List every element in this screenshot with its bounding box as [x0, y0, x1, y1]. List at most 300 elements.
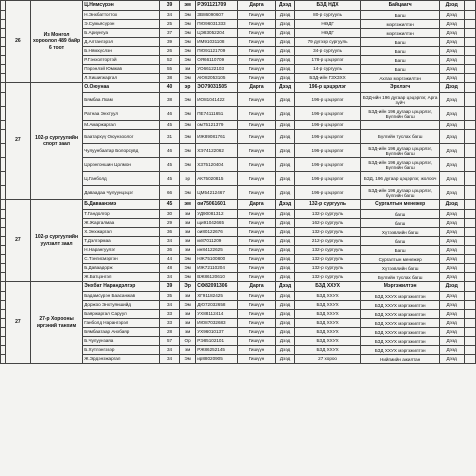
education-cell: Дээд	[276, 228, 294, 237]
role-cell: Гишүүн	[237, 74, 276, 83]
role-cell: Гишүүн	[237, 93, 276, 107]
sex-cell: Эм	[179, 93, 195, 107]
age-cell: 29	[160, 219, 180, 228]
extra-cell	[464, 20, 475, 29]
extra-cell	[464, 74, 475, 83]
age-cell: 34	[160, 355, 180, 364]
age-cell: 57	[160, 337, 180, 346]
position-cell: БЗД-ийн 196 дугаар цэцэрлэг, бүлгийн багш	[361, 186, 439, 200]
extra-cell	[464, 355, 475, 364]
extra-cell	[464, 47, 475, 56]
sex-cell: эм	[179, 328, 195, 337]
member-name-cell: О.Оюунаа	[83, 83, 160, 93]
position-cell: Багш	[361, 38, 439, 47]
sex-cell: эм	[179, 210, 195, 219]
register-cell: ИМ91031108	[196, 38, 237, 47]
organization-cell: 178-р цэцэрлэг	[294, 56, 361, 65]
organization-cell: 132-р сургууль	[294, 246, 361, 255]
age-cell: 44	[160, 255, 180, 264]
organization-cell: БЗД ХХУХ	[294, 292, 361, 301]
sex-cell: Эм	[179, 20, 195, 29]
organization-cell: 196-р цэцэрлэг	[294, 130, 361, 144]
member-name-cell: Р.Гэнхолтортэй	[83, 56, 160, 65]
organization-cell: 34-р сургууль	[294, 47, 361, 56]
role-cell: Гишүүн	[237, 210, 276, 219]
sex-cell: Эм	[179, 38, 195, 47]
member-name-cell: Чулуунбаатар Болорсувд	[83, 144, 160, 158]
group-number-cell: 27	[5, 282, 30, 364]
education-cell: Дээд	[276, 130, 294, 144]
degree-cell: Дээд	[439, 282, 464, 292]
education-cell: Дээд	[276, 210, 294, 219]
degree-cell: Дээд	[439, 93, 464, 107]
position-cell: БЗД ХХУХ мэргэжилтэн	[361, 319, 439, 328]
degree-cell: Дээд	[439, 273, 464, 282]
role-cell: Гишүүн	[237, 346, 276, 355]
register-cell: РЖ86252145	[196, 346, 237, 355]
role-cell: Гишүүн	[237, 107, 276, 121]
position-cell: Нийгмийн ажилтан	[361, 355, 439, 364]
age-cell: 31	[160, 130, 180, 144]
education-cell: Дээд	[276, 355, 294, 364]
degree-cell: Дээд	[439, 65, 464, 74]
register-cell: УХ96010137	[196, 328, 237, 337]
age-cell: 39	[160, 38, 180, 47]
member-name-cell: Б.Даваадорж	[83, 264, 160, 273]
member-name-cell: Ж.Эрдэнэжаргал	[83, 355, 160, 364]
position-cell: багш	[361, 219, 439, 228]
age-cell: 39	[160, 282, 180, 292]
role-cell: Гишүүн	[237, 319, 276, 328]
sex-cell: Эм	[179, 56, 195, 65]
margin-cell	[1, 255, 6, 264]
education-cell: Дээд	[276, 65, 294, 74]
sex-cell: Эм	[179, 355, 195, 364]
position-cell: Хүтээвлийн багш	[361, 228, 439, 237]
position-cell: Багш	[361, 11, 439, 20]
role-cell: Гишүүн	[237, 355, 276, 364]
position-cell: БЗД ХХУХ мэргэжилтэн	[361, 292, 439, 301]
degree-cell: Дээд	[439, 210, 464, 219]
register-cell: СФ82091306	[196, 282, 237, 292]
degree-cell: Дээд	[439, 246, 464, 255]
position-cell: БЗД ХХУХ мэргэжилтэн	[361, 337, 439, 346]
sex-cell: Эм	[179, 47, 195, 56]
position-cell: БЗД, 196 дугаар цэцэрлэг, жолооч	[361, 172, 439, 186]
member-name-cell: Доржоо Энхтуяншийд	[83, 301, 160, 310]
extra-cell	[464, 328, 475, 337]
age-cell: 28	[160, 328, 180, 337]
extra-cell	[464, 237, 475, 246]
margin-cell	[1, 20, 6, 29]
education-cell: Дээд	[276, 346, 294, 355]
organization-cell: 79 дүгээр сургууль	[294, 38, 361, 47]
role-cell: Гишүүн	[237, 121, 276, 130]
sex-cell: Эр	[179, 282, 195, 292]
organization-cell: БЗД ХХУХ	[294, 310, 361, 319]
role-cell: Гишүүн	[237, 228, 276, 237]
register-cell: кк87011209	[196, 237, 237, 246]
education-cell: Дээд	[276, 158, 294, 172]
margin-cell	[1, 56, 6, 65]
degree-cell: Дээд	[439, 56, 464, 65]
register-cell: ИЖ72110204	[196, 264, 237, 273]
education-cell: Дээд	[276, 255, 294, 264]
age-cell: 39	[160, 1, 180, 11]
education-cell: Дээд	[276, 56, 294, 65]
education-cell: Дээд	[276, 1, 294, 11]
education-cell: Дээд	[276, 301, 294, 310]
degree-cell: Дээд	[439, 328, 464, 337]
organization-cell: БЗД-ийн ГЗХЗХХ	[294, 74, 361, 83]
register-cell: ПЕ74111651	[196, 107, 237, 121]
member-name-cell: Т.Дэлгэрмаа	[83, 237, 160, 246]
register-cell: ИО81041422	[196, 93, 237, 107]
degree-cell: Дээд	[439, 121, 464, 130]
sex-cell: эм	[179, 200, 195, 210]
member-name-cell: Б.Даваанэмэ	[83, 200, 160, 210]
group-location-cell: Из Монгол хороолол 489 байр 6 тоот	[30, 1, 82, 83]
age-cell: 38	[160, 93, 180, 107]
group-location-cell: 102-р сургуулийн спорт заал	[30, 83, 82, 200]
extra-cell	[464, 264, 475, 273]
degree-cell: Дээд	[439, 172, 464, 186]
position-cell: Багш	[361, 65, 439, 74]
degree-cell: Дээд	[439, 29, 464, 38]
age-cell: 25	[160, 20, 180, 29]
role-cell: Дарга	[237, 1, 276, 11]
age-cell: 52	[160, 56, 180, 65]
extra-cell	[464, 210, 475, 219]
organization-cell: БЗД ХХУХ	[294, 319, 361, 328]
position-cell: мэргэжилтэн	[361, 20, 439, 29]
education-cell: Дээд	[276, 172, 294, 186]
degree-cell: Дээд	[439, 107, 464, 121]
member-name-cell: Б.Нямхүслэн	[83, 47, 160, 56]
role-cell: Гишүүн	[237, 144, 276, 158]
member-name-cell: Ратнаа Энхтуул	[83, 107, 160, 121]
position-cell: БЗД ХХУХ мэргэжилтэн	[361, 310, 439, 319]
member-name-cell: Ж.Батцэнгэл	[83, 273, 160, 282]
position-cell: багш	[361, 210, 439, 219]
role-cell: Гишүүн	[237, 11, 276, 20]
age-cell: 34	[160, 11, 180, 20]
position-cell: БЗД-ийн 196 дугаар цэцэрлэг, Арга зүйч	[362, 94, 438, 105]
register-cell: УХ88112414	[196, 310, 237, 319]
education-cell: Дээд	[276, 83, 294, 93]
member-name-cell: Ганболд Нарангэрэл	[83, 319, 160, 328]
degree-cell: Дээд	[439, 319, 464, 328]
sex-cell: эм	[179, 1, 195, 11]
organization-cell: 196-р цэцэрлэг	[294, 83, 361, 93]
register-cell: ом75121379	[196, 121, 237, 130]
margin-cell	[1, 328, 6, 337]
register-cell: УД90081312	[196, 210, 237, 219]
degree-cell: Дээд	[439, 337, 464, 346]
organization-cell: 162-р сургууль	[294, 219, 361, 228]
margin-cell	[1, 172, 6, 186]
age-cell: 37	[160, 29, 180, 38]
register-cell: ВЖ86120610	[196, 273, 237, 282]
register-cell: ир88020905	[196, 355, 237, 364]
register-cell: ЦЭ83052204	[196, 29, 237, 38]
margin-cell	[1, 310, 6, 319]
organization-cell: 27 хороо	[294, 355, 361, 364]
organization-cell: БЗД ХХУХ	[294, 301, 361, 310]
education-cell: Дээд	[276, 273, 294, 282]
position-cell	[361, 121, 439, 130]
role-cell: Гишүүн	[237, 292, 276, 301]
education-cell: Дээд	[276, 121, 294, 130]
education-cell: Дээд	[276, 93, 294, 107]
extra-cell	[464, 255, 475, 264]
member-name-cell: Баатархүү Оюунзоолог	[83, 130, 160, 144]
degree-cell: Дээд	[439, 83, 464, 93]
margin-cell	[1, 346, 6, 355]
member-name-cell: Ц.Ганболд	[83, 172, 160, 186]
education-cell: Дээд	[276, 292, 294, 301]
organization-cell: НӨДГ	[294, 20, 361, 29]
role-cell: Гишүүн	[237, 65, 276, 74]
degree-cell: Дээд	[439, 310, 464, 319]
margin-cell	[1, 186, 6, 200]
table-row	[1, 200, 476, 210]
extra-cell	[464, 346, 475, 355]
education-cell: Дээд	[276, 310, 294, 319]
role-cell: Гишүүн	[237, 264, 276, 273]
margin-cell	[1, 121, 6, 130]
extra-cell	[464, 200, 475, 210]
extra-cell	[464, 172, 475, 186]
sex-cell: Эм	[179, 107, 195, 121]
education-cell: Дээд	[276, 11, 294, 20]
register-cell: ХЭ74122062	[196, 144, 237, 158]
register-cell: ИЖ89081761	[196, 130, 237, 144]
education-cell: Дээд	[276, 246, 294, 255]
sex-cell: эр	[179, 83, 195, 93]
role-cell: Гишүүн	[237, 237, 276, 246]
education-cell: Дээд	[276, 264, 294, 273]
register-cell: ИЮ87032683	[196, 319, 237, 328]
position-cell: Байцаагч	[361, 1, 439, 11]
position-cell: Сургалтын менежер	[361, 255, 439, 264]
extra-cell	[464, 65, 475, 74]
register-cell: АЮ82053105	[196, 74, 237, 83]
education-cell: Дээд	[276, 38, 294, 47]
sex-cell: Эм	[179, 130, 195, 144]
sex-cell: эр	[179, 172, 195, 186]
margin-cell	[1, 237, 6, 246]
member-name-cell: Б.Хүтлэнгэзэр	[83, 346, 160, 355]
member-name-cell: Бадамсүрэн Баасанжав	[83, 292, 160, 301]
member-name-cell: Х.Энхжаргал	[83, 228, 160, 237]
organization-cell: 196-р цэцэрлэг	[294, 107, 361, 121]
extra-cell	[464, 228, 475, 237]
education-cell: Дээд	[276, 144, 294, 158]
degree-cell: Дээд	[439, 301, 464, 310]
sex-cell: Эм	[179, 255, 195, 264]
sex-cell: Эм	[179, 29, 195, 38]
degree-cell: Дээд	[439, 355, 464, 364]
age-cell: 26	[160, 47, 180, 56]
degree-cell: Дээд	[439, 1, 464, 11]
margin-cell	[1, 47, 6, 56]
degree-cell: Дээд	[439, 20, 464, 29]
extra-cell	[464, 38, 475, 47]
table-row	[1, 282, 476, 292]
table-row	[1, 1, 476, 11]
sex-cell: Эм	[179, 11, 195, 20]
extra-cell	[464, 11, 475, 20]
degree-cell: Дээд	[439, 130, 464, 144]
role-cell: Гишүүн	[237, 246, 276, 255]
role-cell: Гишүүн	[237, 29, 276, 38]
register-cell: АК75020815	[196, 172, 237, 186]
role-cell: Гишүүн	[237, 130, 276, 144]
member-name-cell: С.Тэнгисмэргэн	[83, 255, 160, 264]
margin-cell	[1, 292, 6, 301]
margin-cell	[1, 210, 6, 219]
sex-cell: эм	[179, 219, 195, 228]
organization-cell: 196-р цэцэрлэг	[294, 93, 361, 107]
age-cell: 45	[160, 158, 180, 172]
role-cell: Дарга	[237, 282, 276, 292]
organization-cell: 132-р сургууль	[294, 210, 361, 219]
position-cell: Бүлгийн туслах багш	[361, 130, 439, 144]
margin-cell	[1, 246, 6, 255]
position-cell: БЗД-ийн 196 дугаар цэцэрлэг, Бүлгийн багш	[361, 144, 439, 158]
organization-cell: БЗД ХХУХ	[294, 328, 361, 337]
role-cell: Гишүүн	[237, 20, 276, 29]
age-cell: 30	[160, 210, 180, 219]
organization-cell: 196-р цэцэрлэг	[294, 121, 361, 130]
member-name-cell: М.Амаржаргал	[83, 121, 160, 130]
member-name-cell: Ж.Жаргалмаа	[83, 219, 160, 228]
education-cell: Дээд	[276, 282, 294, 292]
register-cell: ПЮ91121709	[196, 47, 237, 56]
age-cell: 38	[160, 74, 180, 83]
extra-cell	[464, 186, 475, 200]
position-cell: БЗД ХХУХ мэргэжилтэн	[361, 301, 439, 310]
position-cell: Сургалтын менежер	[361, 200, 439, 210]
extra-cell	[464, 301, 475, 310]
role-cell: Гишүүн	[237, 158, 276, 172]
age-cell: 34	[160, 301, 180, 310]
member-name-cell: Н.Энхбаттогтох	[83, 11, 160, 20]
organization-cell: 14-р сургууль	[294, 65, 361, 74]
role-cell: Гишүүн	[237, 337, 276, 346]
organization-cell: 132-р сургууль	[294, 228, 361, 237]
role-cell: Гишүүн	[237, 273, 276, 282]
position-cell: Хүтээвлийн багш	[361, 264, 439, 273]
extra-cell	[464, 273, 475, 282]
margin-cell	[1, 74, 6, 83]
register-cell: УО66122103	[196, 65, 237, 74]
register-cell: ПЮ96031333	[196, 20, 237, 29]
extra-cell	[464, 337, 475, 346]
organization-cell: 132-р сургууль	[294, 255, 361, 264]
margin-cell	[1, 11, 6, 20]
role-cell: Гишүүн	[237, 38, 276, 47]
member-name-cell: Д.Алтангэрэл	[83, 38, 160, 47]
age-cell: 66	[160, 186, 180, 200]
group-number-cell: 27	[5, 200, 30, 282]
sex-cell: Эм	[179, 74, 195, 83]
member-name-cell: Н.Нарангуулэг	[83, 246, 160, 255]
degree-cell: Дээд	[439, 264, 464, 273]
role-cell: Дарга	[237, 200, 276, 210]
sex-cell: эм	[179, 228, 195, 237]
member-name-cell: Б.Ариунгуа	[83, 29, 160, 38]
education-cell: Дээд	[276, 337, 294, 346]
education-cell: Дээд	[276, 186, 294, 200]
register-cell: ЦМ54212467	[196, 186, 237, 200]
margin-cell	[1, 38, 6, 47]
degree-cell: Дээд	[439, 144, 464, 158]
member-name-cell: Цэрэнгоншин Цолмон	[83, 158, 160, 172]
position-cell: Эрхлэгч	[361, 83, 439, 93]
member-name-cell: Э.Сумьясүрэн	[83, 20, 160, 29]
organization-cell: 132-р сургууль	[294, 264, 361, 273]
margin-cell	[1, 130, 6, 144]
degree-cell: Дээд	[439, 11, 464, 20]
member-name-cell: Б.Чулуунзаяа	[83, 337, 160, 346]
extra-cell	[464, 56, 475, 65]
margin-cell	[1, 273, 6, 282]
organization-cell: 196-р цэцэрлэг	[294, 172, 361, 186]
age-cell: 45	[160, 121, 180, 130]
position-cell: Багш	[361, 56, 439, 65]
extra-cell	[464, 121, 475, 130]
sex-cell: Ор	[179, 337, 195, 346]
role-cell: Гишүүн	[237, 47, 276, 56]
age-cell: 34	[160, 237, 180, 246]
register-cell: ои80122676	[196, 228, 237, 237]
position-cell: Багш	[361, 246, 439, 255]
group-location-cell: 102-р сургуулийн уулзалт заал	[30, 200, 82, 282]
member-name-cell: Ц.Нямсүрэн	[83, 1, 160, 11]
sex-cell: эм	[179, 310, 195, 319]
degree-cell: Дээд	[439, 74, 464, 83]
extra-cell	[464, 144, 475, 158]
margin-cell	[1, 107, 6, 121]
margin-cell	[1, 228, 6, 237]
register-cell: ХГ91182425	[196, 292, 237, 301]
margin-cell	[1, 219, 6, 228]
register-cell: ЭО79031505	[196, 83, 237, 93]
organization-cell: 80-р сургууль	[294, 11, 361, 20]
organization-cell: БЗД ХХУХ	[294, 282, 361, 292]
extra-cell	[464, 158, 475, 172]
extra-cell	[464, 292, 475, 301]
sex-cell: Эм	[179, 186, 195, 200]
position-cell: БЗД ХХУХ мэргэжилтэн	[361, 346, 439, 355]
margin-cell	[1, 264, 6, 273]
degree-cell: Дээд	[439, 186, 464, 200]
role-cell: Гишүүн	[237, 328, 276, 337]
education-cell: Дээд	[276, 20, 294, 29]
age-cell: 33	[160, 319, 180, 328]
age-cell: 48	[160, 264, 180, 273]
organization-cell: БЗД НДХ	[294, 1, 361, 11]
position-cell: Ахлах мэргэжилтэн	[361, 74, 439, 83]
age-cell: 36	[160, 228, 180, 237]
margin-cell	[1, 29, 6, 38]
sex-cell: эм	[179, 237, 195, 246]
role-cell: Гишүүн	[237, 172, 276, 186]
position-cell: Багш	[361, 47, 439, 56]
education-cell: Дээд	[276, 47, 294, 56]
